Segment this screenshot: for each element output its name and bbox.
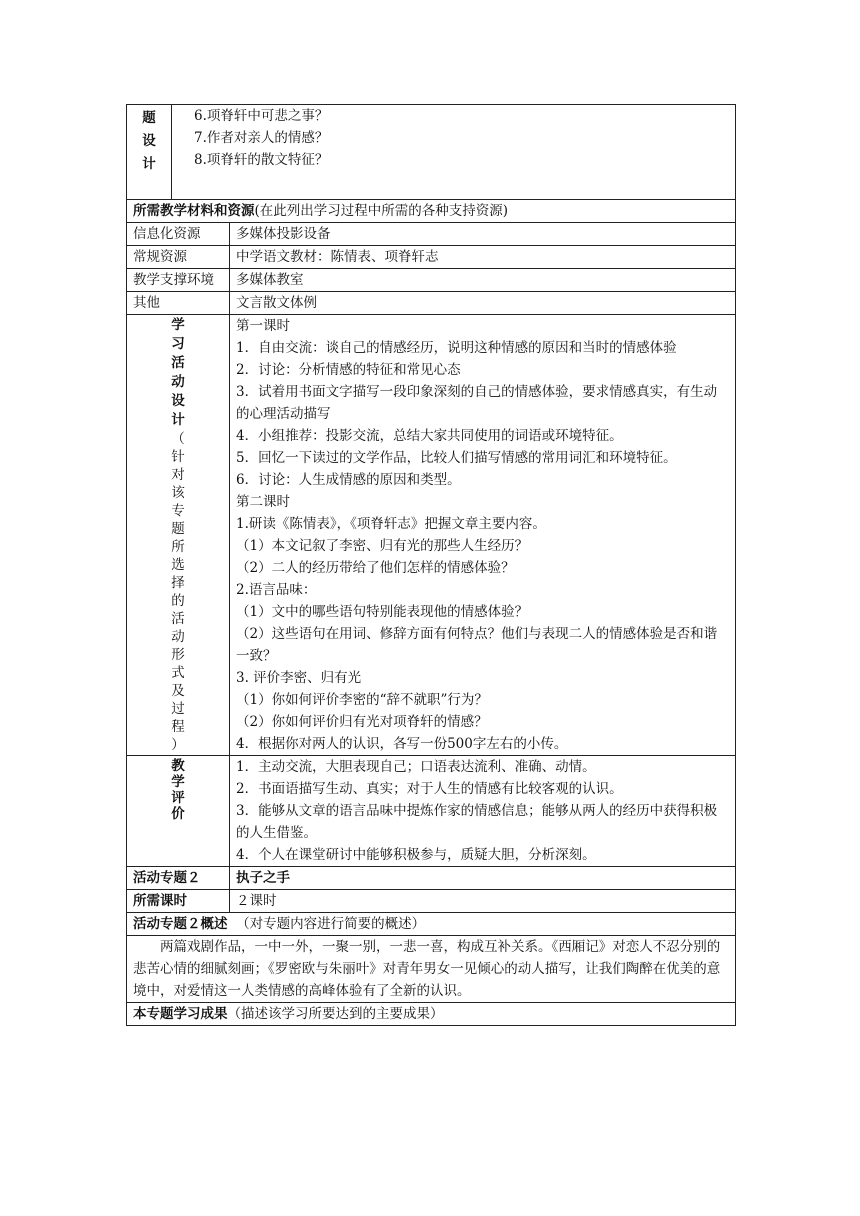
activity-line: 2．讨论：分析情感的特征和常见心态 [236,362,461,378]
topic2-outcome-header: 本专题学习成果（描述该学习所要达到的主要成果） [127,1003,736,1026]
evaluation-line: 4．个人在课堂研讨中能够积极参与，质疑大胆，分析深刻。 [236,847,596,863]
evaluation-line: 1．主动交流，大胆表现自己；口语表达流利、准确、动情。 [236,759,596,775]
activity-line: 2.语言品味： [236,582,317,598]
resource-row [127,269,736,292]
activity-design-label: 学 习 活 动 设 计 （ 针 对 该 专 题 所 选 择 的 活 动 形 式 及 过 程 ） [127,315,230,756]
activity-line: 3. 评价李密、归有光 [236,670,362,686]
activity-line: 4．根据你对两人的认识，各写一份500字左右的小传。 [236,736,568,752]
activity-line: 第一课时 [236,318,290,334]
resource-value: 多媒体教室 [230,269,736,292]
resources-header-row [127,200,736,223]
evaluation-row [127,756,736,867]
resource-row [127,292,736,315]
topic-design-label: 题 设 计 [127,105,172,200]
activity-line: 6．讨论：人生成情感的原因和类型。 [236,472,461,488]
topic2-row [127,867,736,890]
topic2-overview-text: 两篇戏剧作品，一中一外，一聚一别，一悲一喜，构成互补关系。《西厢记》对恋人不忍分别的悲苦心情的细腻刻画；《罗密欧与朱丽叶》对青年男女一见倾心的动人描写，让我们陶醉在优美的意境中，对爱情这一人类情感的高峰体验有了全新的认识。 [127,936,736,1003]
evaluation-line: 2．书面语描写生动、真实；对于人生的情感有比较客观的认识。 [236,781,623,797]
activity-line: （1）本文记叙了李密、归有光的那些人生经历？ [236,538,529,554]
lesson-plan-table [126,104,736,1026]
resource-row [127,223,736,246]
activity-line: 5．回忆一下读过的文学作品，比较人们描写情感的常用词汇和环境特征。 [236,450,677,466]
activity-line: （2）二人的经历带给了他们怎样的情感体验？ [236,560,515,576]
activity-design-sublabel: （ 针 对 该 专 题 所 选 择 的 活 动 形 式 及 过 程 ） [171,431,185,753]
activity-line: 1．自由交流：谈自己的情感经历，说明这种情感的原因和当时的情感体验 [236,340,677,356]
topic2-overview-row [127,936,736,1003]
resource-value: 文言散文体例 [230,292,736,315]
resources-header: 所需教学材料和资源(在此列出学习过程中所需的各种支持资源) [127,200,736,223]
activity-line: （2）你如何评价归有光对项脊轩的情感？ [236,714,488,730]
activity-line: 3．试着用书面文字描写一段印象深刻的自己的情感体验，要求情感真实，有生动的心理活动描写 [236,384,718,422]
activity-design-row [127,315,736,756]
question-item: 8.项脊轩的散文特征？ [194,152,329,168]
resource-value: 中学语文教材：陈情表、项脊轩志 [230,246,736,269]
topic2-hours-row [127,890,736,913]
activity-line: （2）这些语句在用词、修辞方面有何特点？他们与表现二人的情感体验是否和谐一致？ [236,626,718,664]
evaluation-label: 教 学 评 价 [127,756,230,867]
topic2-outcome-row [127,1003,736,1026]
evaluation-content [230,756,736,867]
question-item: 6.项脊轩中可悲之事？ [194,108,329,124]
topic2-hours-value: ２课时 [230,890,736,913]
question-item: 7.作者对亲人的情感？ [194,130,329,146]
topic2-label: 活动专题２ [127,867,230,890]
resource-row [127,246,736,269]
resource-label: 其他 [127,292,230,315]
topic2-overview-header: 活动专题２概述 （对专题内容进行简要的概述） [127,913,736,936]
resource-label: 教学支撑环境 [127,269,230,292]
topic2-value: 执子之手 [230,867,736,890]
topic-design-questions [172,105,736,200]
resource-label: 信息化资源 [127,223,230,246]
topic2-overview-header-row [127,913,736,936]
activity-line: 第二课时 [236,494,290,510]
resource-value: 多媒体投影设备 [230,223,736,246]
evaluation-line: 3．能够从文章的语言品味中提炼作家的情感信息；能够从两人的经历中获得积极的人生借鉴。 [236,803,718,841]
activity-line: 1.研读《陈情表》，《项脊轩志》把握文章主要内容。 [236,516,546,532]
activity-line: 4．小组推荐：投影交流，总结大家共同使用的词语或环境特征。 [236,428,623,444]
activity-line: （1）文中的哪些语句特别能表现他的情感体验？ [236,604,529,620]
lesson-plan-page [126,104,735,1026]
activity-line: （1）你如何评价李密的“辞不就职”行为？ [236,692,488,708]
topic-design-row [127,105,736,200]
resource-label: 常规资源 [127,246,230,269]
topic2-hours-label: 所需课时 [127,890,230,913]
activity-design-content [230,315,736,756]
